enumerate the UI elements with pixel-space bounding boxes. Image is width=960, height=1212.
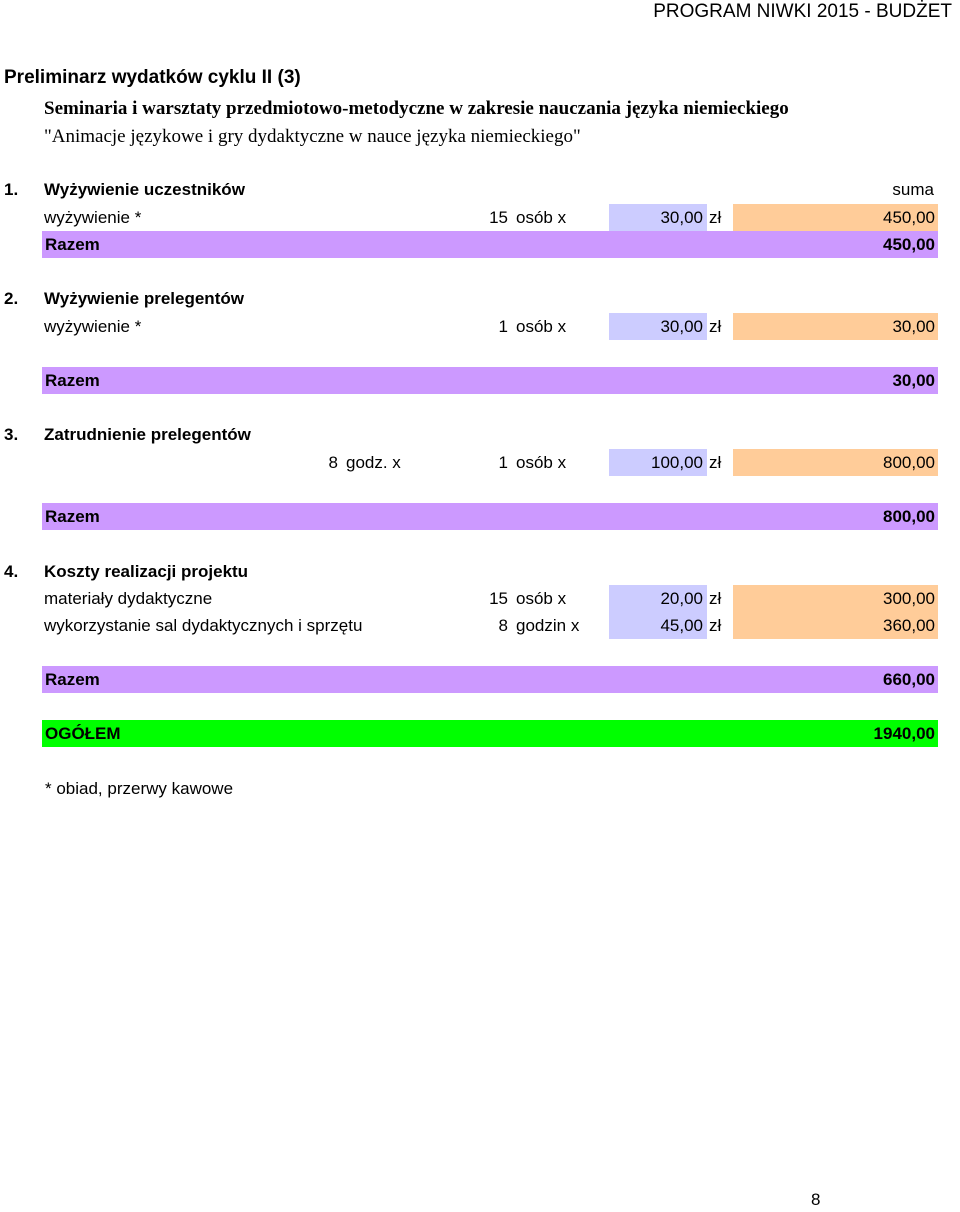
- section-header: [0, 285, 960, 312]
- row-sum: 300,00: [733, 585, 938, 612]
- subtotal-band: [42, 367, 938, 394]
- subtotal-value: 30,00: [892, 371, 935, 390]
- row-quantity-unit: godzin x: [516, 616, 580, 635]
- section-header: [0, 421, 960, 448]
- row-description: wykorzystanie sal dydaktycznych i sprzętu: [44, 616, 363, 635]
- row-unit-price: 100,00: [609, 449, 707, 476]
- grand-total-value: 1940,00: [873, 724, 935, 743]
- subtotal-value: 660,00: [883, 670, 935, 689]
- subtotal-row: [0, 231, 960, 258]
- table-row: [0, 204, 960, 231]
- row-quantity: 15: [489, 589, 508, 608]
- section-header: [0, 558, 960, 585]
- row-quantity-unit: osób x: [516, 589, 567, 608]
- row-quantity: 1: [498, 453, 508, 472]
- row-currency: zł: [709, 208, 722, 227]
- row-description: materiały dydaktyczne: [44, 589, 213, 608]
- row-sum: 30,00: [733, 313, 938, 340]
- subtotal-row: [0, 666, 960, 693]
- subtotal-band: [42, 231, 938, 258]
- table-row: [0, 449, 960, 476]
- section-title: Koszty realizacji projektu: [44, 562, 249, 581]
- row-quantity-unit: osób x: [516, 208, 567, 227]
- section-header: [0, 176, 960, 203]
- row-unit-price: 30,00: [609, 204, 707, 231]
- subtotal-band: [42, 666, 938, 693]
- row-currency: zł: [709, 453, 722, 472]
- page-number: 8: [811, 1190, 821, 1209]
- row-unit-price: 45,00: [609, 612, 707, 639]
- subtitle-quote: "Animacje językowe i gry dydaktyczne w nauce języka niemieckiego": [44, 126, 581, 147]
- row-sum: 800,00: [733, 449, 938, 476]
- section-number: 2.: [4, 289, 19, 308]
- section-number: 4.: [4, 562, 19, 581]
- subtotal-value: 800,00: [883, 507, 935, 526]
- subtotal-row: [0, 367, 960, 394]
- row-quantity: 1: [498, 317, 508, 336]
- row-currency: zł: [709, 589, 722, 608]
- grand-total-band: [42, 720, 938, 747]
- page-title: Preliminarz wydatków cyklu II (3): [4, 67, 301, 88]
- document-header-title: PROGRAM NIWKI 2015 - BUDŻET: [653, 1, 952, 22]
- row-hours: 8: [328, 453, 338, 472]
- section-title: Wyżywienie uczestników: [44, 180, 245, 199]
- row-quantity: 15: [489, 208, 508, 227]
- subtitle-seminar: Seminaria i warsztaty przedmiotowo-metodyczne w zakresie nauczania języka niemieckiego: [44, 98, 789, 119]
- subtotal-band: [42, 503, 938, 530]
- row-unit-price: 20,00: [609, 585, 707, 612]
- section-number: 3.: [4, 425, 19, 444]
- subtotal-label: Razem: [45, 235, 100, 254]
- row-description: wyżywienie *: [44, 317, 142, 336]
- subtotal-value: 450,00: [883, 235, 935, 254]
- section-number: 1.: [4, 180, 19, 199]
- table-row: [0, 313, 960, 340]
- row-quantity-unit: osób x: [516, 317, 567, 336]
- subtotal-label: Razem: [45, 670, 100, 689]
- row-currency: zł: [709, 616, 722, 635]
- table-row: [0, 612, 960, 639]
- subtotal-label: Razem: [45, 507, 100, 526]
- table-row: [0, 585, 960, 612]
- row-quantity-unit: osób x: [516, 453, 567, 472]
- row-currency: zł: [709, 317, 722, 336]
- row-description: wyżywienie *: [44, 208, 142, 227]
- subtotal-label: Razem: [45, 371, 100, 390]
- row-quantity: 8: [498, 616, 508, 635]
- subtotal-row: [0, 503, 960, 530]
- footnote: * obiad, przerwy kawowe: [45, 779, 234, 798]
- section-title: Zatrudnienie prelegentów: [44, 425, 251, 444]
- row-hours-unit: godz. x: [346, 453, 401, 472]
- grand-total-label: OGÓŁEM: [45, 724, 121, 743]
- row-sum: 450,00: [733, 204, 938, 231]
- grand-total-row: [0, 720, 960, 747]
- row-sum: 360,00: [733, 612, 938, 639]
- section-title: Wyżywienie prelegentów: [44, 289, 244, 308]
- sum-column-header: suma: [892, 180, 934, 199]
- row-unit-price: 30,00: [609, 313, 707, 340]
